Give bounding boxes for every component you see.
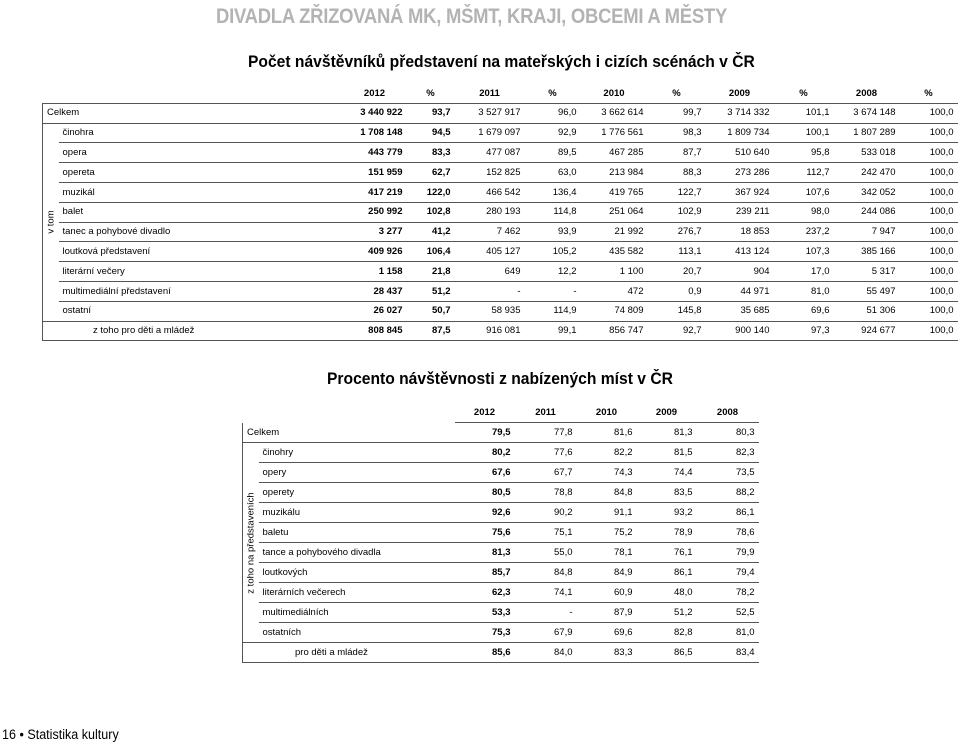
table-cell: 1 158 [343,262,407,282]
table-cell: 93,2 [637,503,697,523]
table-cell: 251 064 [581,202,648,222]
row-label: opereta [59,163,343,183]
side-group-label: z toho na představeních [245,491,256,594]
table-cell: 82,2 [577,443,637,463]
table-cell: 113,1 [648,242,706,262]
table-cell: 250 992 [343,202,407,222]
table-cell: 91,1 [577,503,637,523]
column-header: 2010 [577,403,637,423]
table-cell: 77,8 [515,423,577,443]
table-cell: 100,0 [900,281,958,301]
table-cell: 82,8 [637,623,697,643]
table-cell: 100,0 [900,321,958,341]
column-header: 2011 [515,403,577,423]
table-cell: 276,7 [648,222,706,242]
column-header: 2011 [455,84,525,103]
table-cell: 107,6 [774,182,834,202]
table-cell: 367 924 [706,182,774,202]
table-cell: 81,0 [697,623,759,643]
table-cell: 41,2 [407,222,455,242]
table-cell: 100,0 [900,242,958,262]
table-cell: - [515,603,577,623]
table-cell: 81,3 [455,543,515,563]
occupancy-header-row [243,403,759,423]
table-cell: 151 959 [343,163,407,183]
table-cell: 18 853 [706,222,774,242]
table-cell: 5 317 [834,262,900,282]
row-label: ostatní [59,301,343,321]
table-cell: 84,9 [577,563,637,583]
table-cell: 51,2 [637,603,697,623]
table-cell: 3 674 148 [834,103,900,123]
table-cell: 3 277 [343,222,407,242]
table-cell: 3 714 332 [706,103,774,123]
table-row [43,123,958,143]
table-cell: 114,9 [525,301,581,321]
table-cell: 1 807 289 [834,123,900,143]
table-cell: 88,2 [697,483,759,503]
table-cell: 78,8 [515,483,577,503]
occupancy-table-title: Procento návštěvnosti z nabízených míst v ČR [327,369,673,388]
table-cell: 83,5 [637,483,697,503]
table-row [243,483,759,503]
table-cell: 105,2 [525,242,581,262]
table-cell: 273 286 [706,163,774,183]
row-label: operety [259,483,455,503]
table-cell: 67,7 [515,463,577,483]
table-row [243,623,759,643]
table-cell: 84,8 [577,483,637,503]
column-header: % [774,84,834,103]
table-cell: 86,5 [637,643,697,663]
table-row [243,563,759,583]
table-cell: 244 086 [834,202,900,222]
row-label: multimediální představení [59,281,343,301]
table-cell: 69,6 [577,623,637,643]
table-cell: 102,8 [407,202,455,222]
table-cell: 92,6 [455,503,515,523]
table-cell: 86,1 [697,503,759,523]
row-label: loutkových [259,563,455,583]
table-cell: 97,3 [774,321,834,341]
table-cell: 152 825 [455,163,525,183]
table-cell: 467 285 [581,143,648,163]
table-cell: 81,3 [637,423,697,443]
table-cell: 510 640 [706,143,774,163]
table-cell: 78,1 [577,543,637,563]
table-cell: 77,6 [515,443,577,463]
table-row [243,543,759,563]
side-group-label: v tom [45,210,56,234]
table-cell: 81,6 [577,423,637,443]
table-cell: 17,0 [774,262,834,282]
table-cell: 81,5 [637,443,697,463]
column-header: % [407,84,455,103]
table-cell: 435 582 [581,242,648,262]
table-cell: 90,2 [515,503,577,523]
table-cell: 84,8 [515,563,577,583]
visitors-table-title: Počet návštěvníků představení na mateřských i cizích scénách v ČR [248,52,755,71]
table-cell: 44 971 [706,281,774,301]
table-cell: 99,1 [525,321,581,341]
table-cell: 55,0 [515,543,577,563]
table-cell: 92,9 [525,123,581,143]
table-cell: 78,2 [697,583,759,603]
table-cell: 95,8 [774,143,834,163]
table-cell: 107,3 [774,242,834,262]
table-cell: 74,1 [515,583,577,603]
table-cell: 79,5 [455,423,515,443]
table-cell: - [455,281,525,301]
total-row [243,423,759,443]
table-cell: 88,3 [648,163,706,183]
table-cell: 35 685 [706,301,774,321]
table-cell: 237,2 [774,222,834,242]
table-cell: 21,8 [407,262,455,282]
children-row [43,321,958,341]
table-cell: 101,1 [774,103,834,123]
table-cell: 76,1 [637,543,697,563]
table-cell: 85,6 [455,643,515,663]
table-cell: 100,0 [900,143,958,163]
table-row [243,583,759,603]
table-cell: 916 081 [455,321,525,341]
row-label: multimediálních [259,603,455,623]
table-row [43,202,958,222]
table-cell: 75,6 [455,523,515,543]
table-cell: 98,0 [774,202,834,222]
table-cell: 50,7 [407,301,455,321]
table-cell: 51 306 [834,301,900,321]
table-cell: 81,0 [774,281,834,301]
table-cell: 52,5 [697,603,759,623]
table-cell: 74,3 [577,463,637,483]
row-label: z toho pro děti a mládež [43,321,343,341]
table-cell: 62,7 [407,163,455,183]
table-cell: 74,4 [637,463,697,483]
table-cell: 3 527 917 [455,103,525,123]
column-header: 2012 [343,84,407,103]
table-cell: 136,4 [525,182,581,202]
column-header: 2010 [581,84,648,103]
table-cell: 409 926 [343,242,407,262]
table-cell: - [525,281,581,301]
table-cell: 413 124 [706,242,774,262]
table-cell: 79,9 [697,543,759,563]
table-cell: 242 470 [834,163,900,183]
row-label: muzikál [59,182,343,202]
occupancy-table [242,403,759,663]
table-cell: 83,3 [407,143,455,163]
table-cell: 472 [581,281,648,301]
column-header: % [525,84,581,103]
table-cell: 87,7 [648,143,706,163]
table-cell: 12,2 [525,262,581,282]
table-cell: 417 219 [343,182,407,202]
table-cell: 85,7 [455,563,515,583]
table-cell: 100,0 [900,262,958,282]
row-label: baletu [259,523,455,543]
table-cell: 84,0 [515,643,577,663]
table-cell: 385 166 [834,242,900,262]
table-cell: 93,9 [525,222,581,242]
table-cell: 94,5 [407,123,455,143]
table-cell: 75,3 [455,623,515,643]
table-cell: 58 935 [455,301,525,321]
row-label: Celkem [43,103,343,123]
table-cell: 96,0 [525,103,581,123]
table-cell: 75,1 [515,523,577,543]
table-cell: 100,0 [900,202,958,222]
table-cell: 87,9 [577,603,637,623]
row-label: tance a pohybového divadla [259,543,455,563]
row-label: literární večery [59,262,343,282]
table-cell: 466 542 [455,182,525,202]
table-cell: 1 809 734 [706,123,774,143]
table-row [43,222,958,242]
table-cell: 419 765 [581,182,648,202]
table-cell: 3 662 614 [581,103,648,123]
table-cell: 87,5 [407,321,455,341]
row-label: loutková představení [59,242,343,262]
table-cell: 533 018 [834,143,900,163]
total-row [43,103,958,123]
row-label: muzikálu [259,503,455,523]
row-label: činohry [259,443,455,463]
table-cell: 83,4 [697,643,759,663]
table-cell: 122,0 [407,182,455,202]
table-row [243,603,759,623]
column-header: 2009 [637,403,697,423]
table-cell: 99,7 [648,103,706,123]
table-cell: 477 087 [455,143,525,163]
table-cell: 55 497 [834,281,900,301]
table-cell: 1 776 561 [581,123,648,143]
visitors-header-row [43,84,958,103]
row-label: činohra [59,123,343,143]
row-label: Celkem [243,423,455,443]
page-header: DIVADLA ZŘIZOVANÁ MK, MŠMT, KRAJI, OBCEMI A MĚSTY [216,5,728,28]
row-label: tanec a pohybové divadlo [59,222,343,242]
table-cell: 112,7 [774,163,834,183]
table-cell: 856 747 [581,321,648,341]
table-row [43,143,958,163]
column-header: 2008 [697,403,759,423]
table-cell: 62,3 [455,583,515,603]
table-cell: 86,1 [637,563,697,583]
table-row [43,182,958,202]
table-cell: 28 437 [343,281,407,301]
table-cell: 405 127 [455,242,525,262]
table-cell: 7 462 [455,222,525,242]
table-row [43,281,958,301]
table-cell: 102,9 [648,202,706,222]
table-cell: 100,0 [900,222,958,242]
table-cell: 20,7 [648,262,706,282]
table-cell: 122,7 [648,182,706,202]
row-label: literárních večerech [259,583,455,603]
table-cell: 1 100 [581,262,648,282]
table-cell: 98,3 [648,123,706,143]
table-row [43,301,958,321]
row-label: opera [59,143,343,163]
table-cell: 808 845 [343,321,407,341]
table-cell: 100,0 [900,301,958,321]
column-header: % [648,84,706,103]
row-label: ostatních [259,623,455,643]
table-cell: 78,6 [697,523,759,543]
table-row [43,262,958,282]
table-cell: 60,9 [577,583,637,603]
table-cell: 280 193 [455,202,525,222]
table-cell: 924 677 [834,321,900,341]
row-label: opery [259,463,455,483]
table-cell: 100,1 [774,123,834,143]
table-cell: 239 211 [706,202,774,222]
table-cell: 100,0 [900,123,958,143]
table-cell: 79,4 [697,563,759,583]
page-footer: 16 • Statistika kultury [2,727,119,742]
table-cell: 82,3 [697,443,759,463]
table-row [43,242,958,262]
table-cell: 900 140 [706,321,774,341]
table-row [43,163,958,183]
table-cell: 92,7 [648,321,706,341]
table-cell: 93,7 [407,103,455,123]
table-cell: 67,9 [515,623,577,643]
table-cell: 63,0 [525,163,581,183]
table-cell: 80,3 [697,423,759,443]
table-cell: 213 984 [581,163,648,183]
column-header: 2012 [455,403,515,423]
table-cell: 342 052 [834,182,900,202]
table-cell: 100,0 [900,182,958,202]
column-header: 2009 [706,84,774,103]
table-cell: 89,5 [525,143,581,163]
visitors-table [42,84,958,341]
row-label: balet [59,202,343,222]
table-cell: 74 809 [581,301,648,321]
table-cell: 69,6 [774,301,834,321]
table-cell: 78,9 [637,523,697,543]
table-cell: 51,2 [407,281,455,301]
table-cell: 75,2 [577,523,637,543]
table-row [243,523,759,543]
table-cell: 80,5 [455,483,515,503]
table-cell: 649 [455,262,525,282]
side-group-cell [43,123,59,321]
table-cell: 53,3 [455,603,515,623]
table-cell: 145,8 [648,301,706,321]
table-cell: 67,6 [455,463,515,483]
table-cell: 7 947 [834,222,900,242]
table-cell: 904 [706,262,774,282]
table-cell: 1 679 097 [455,123,525,143]
table-cell: 0,9 [648,281,706,301]
table-cell: 21 992 [581,222,648,242]
table-cell: 26 027 [343,301,407,321]
side-group-cell [243,443,259,643]
table-cell: 100,0 [900,163,958,183]
table-cell: 114,8 [525,202,581,222]
table-row [243,463,759,483]
table-cell: 73,5 [697,463,759,483]
table-cell: 106,4 [407,242,455,262]
column-header: % [900,84,958,103]
table-row [243,503,759,523]
table-cell: 83,3 [577,643,637,663]
table-cell: 48,0 [637,583,697,603]
column-header: 2008 [834,84,900,103]
row-label: pro děti a mládež [243,643,455,663]
table-cell: 100,0 [900,103,958,123]
table-row [243,443,759,463]
table-cell: 3 440 922 [343,103,407,123]
table-cell: 443 779 [343,143,407,163]
table-cell: 80,2 [455,443,515,463]
table-cell: 1 708 148 [343,123,407,143]
children-row [243,643,759,663]
